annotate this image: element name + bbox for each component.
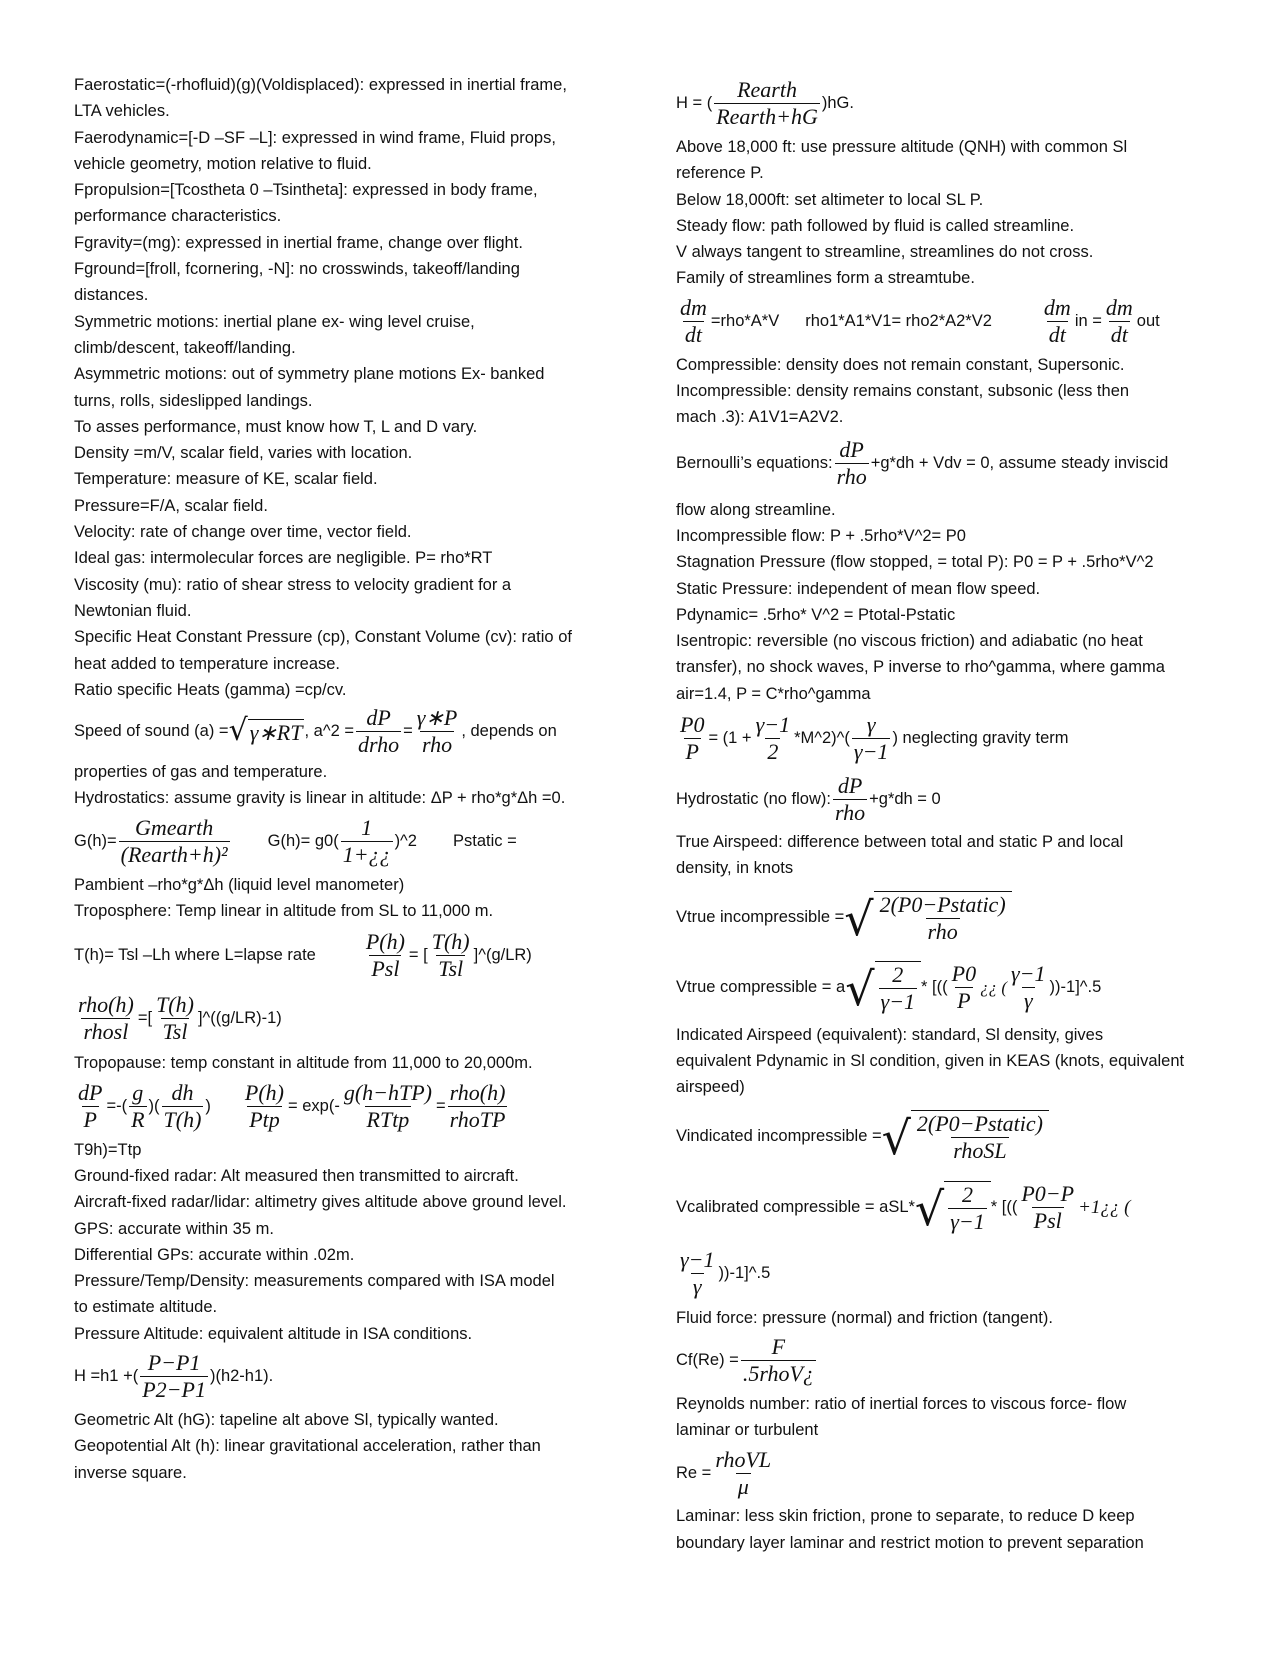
text-line: Reynolds number: ratio of inertial forces to viscous force- flow [676,1394,1127,1413]
eq-text: ) [205,1097,211,1116]
eq-text: Vcalibrated compressible = aSL* [676,1198,915,1217]
eq-text: Vtrue compressible = a [676,978,846,997]
text-line: Pressure=F/A, scalar field. [74,496,268,515]
text-line: Fgravity=(mg): expressed in inertial frame, change over flight. [74,233,523,252]
fraction [835,437,869,490]
eq-text: =-( [106,1097,128,1116]
denominator: μ [737,1473,749,1499]
eq-text: Pstatic = [452,832,517,851]
fraction [430,929,472,982]
fraction [879,962,918,1015]
fraction [1042,295,1073,348]
fraction [714,77,820,130]
eq-text: , a^2 = [304,721,354,740]
denominator: dt [1048,322,1066,348]
eq-text: = exp(- [288,1097,340,1116]
text-line: air=1.4, P = C*rho^gamma [676,684,871,703]
hydrostatic-equation [676,769,1216,829]
text-line: Fluid force: pressure (normal) and friction (tangent). [676,1308,1053,1327]
fraction [415,705,460,758]
left-column [74,72,614,1486]
denominator: rhoTP [449,1107,506,1133]
sqrt-term: √ $\frac{2}{\gamma-1}$ [915,1181,991,1235]
text-line: Specific Heat Constant Pressure (cp), Constant Volume (cv): ratio of [74,628,572,647]
eq-text: G(h)= [74,832,117,851]
denominator: rhosl [83,1018,129,1044]
tropopause-equation [74,1077,614,1137]
fraction [852,712,891,765]
eq-text: Hydrostatic (no flow): [676,789,831,808]
text-line: Pressure Altitude: equivalent altitude in ISA conditions. [74,1324,473,1343]
numerator: 2 [961,1181,973,1207]
numerator: Gmearth [135,815,214,841]
text-line: performance characteristics. [74,207,282,226]
eq-text: rho1*A1*V1= rho2*A2*V2 [805,312,992,331]
numerator: T(h) [431,928,470,954]
vcalibrated-continuation [676,1243,1216,1305]
text-line: To asses performance, must know how T, L and D vary. [74,417,478,436]
eq-text: , depends on [461,721,557,740]
geometric-altitude-equation [676,72,1216,134]
pressure-altitude-equation [74,1347,614,1407]
numerator: T(h) [156,991,194,1017]
eq-text: )(h2-h1). [209,1367,274,1386]
denominator: .5rhoV¿ [742,1361,814,1387]
text-line: Symmetric motions: inertial plane ex- wing level cruise, [74,312,475,331]
fraction [243,1080,286,1133]
text-line: Above 18,000 ft: use pressure altitude (QNH) with common Sl [676,138,1128,156]
eq-text: H =h1 +( [74,1367,139,1386]
text-line: Ideal gas: intermolecular forces are negligible. P= rho*RT [74,549,493,568]
text-line: Static Pressure: independent of mean flow speed. [676,579,1041,598]
text-line: Indicated Airspeed (equivalent): standard, Sl density, gives [676,1025,1104,1044]
denominator: Psl [371,955,400,981]
denominator: Ptp [249,1107,280,1133]
text-line: Pressure/Temp/Density: measurements compared with ISA model [74,1272,555,1291]
text-line: Viscosity (mu): ratio of shear stress to velocity gradient for a [74,575,512,594]
eq-text: * [(( [921,978,948,997]
eq-text: = [436,1097,446,1116]
numerator: P0 [951,961,977,987]
denominator: γ [1023,988,1033,1014]
text-line: LTA vehicles. [74,102,170,121]
fraction [140,1350,208,1403]
text-line: Ratio specific Heats (gamma) =cp/cv. [74,680,347,699]
text-line: Velocity: rate of change over time, vector field. [74,523,412,542]
numerator: rhoVL [715,1446,772,1472]
fraction [356,705,401,758]
numerator: 2(P0−Pstatic) [916,1110,1043,1136]
text-line: turns, rolls, sideslipped landings. [74,391,313,410]
fraction [1009,961,1048,1014]
density-ratio-equation [74,986,614,1050]
numerator: dP [839,437,864,463]
fraction [119,815,230,868]
right-text-block-e [676,1022,1216,1101]
eq-text: H = ( [676,93,713,112]
text-line: Density =m/V, scalar field, varies with location. [74,444,413,463]
eq-text: Bernoulli’s equations: [676,454,833,473]
text-line: Differential GPs: accurate within .02m. [74,1245,355,1264]
numerator: g(h−hTP) [343,1080,432,1106]
eq-text: out [1136,312,1160,331]
numerator: dm [1043,295,1071,321]
text-line: Family of streamlines form a streamtube. [676,269,975,288]
denominator: rho [834,799,866,825]
numerator: dm [680,295,707,321]
sqrt-term: √ $\frac{\text{2(P0−Pstatic)}}{\text{rho}}$ [844,891,1011,945]
text-line: Faerodynamic=[-D –SF –L]: expressed in wind frame, Fluid props, [74,128,556,147]
eq-text: ))-1]^.5 [718,1264,771,1283]
eq-text: Re = [676,1463,712,1482]
denominator: P [957,988,971,1014]
numerator: P0−P [1021,1181,1075,1207]
skin-friction-equation [676,1331,1216,1391]
text-line: equivalent Pdynamic in Sl condition, given in KEAS (knots, equivalent [676,1051,1185,1070]
text-line: Geometric Alt (hG): tapeline alt above Sl, typically wanted. [74,1410,499,1429]
vtrue-incompressible-equation [676,882,1216,954]
text-line: Fground=[froll, fcornering, -N]: no crosswinds, takeoff/landing [74,260,520,279]
fraction [129,1080,146,1133]
sqrt-term: √ $\frac{2}{\gamma-1}$ [845,961,921,1015]
left-text-block-d [74,1137,614,1347]
fraction [741,1334,816,1387]
right-column [676,72,1216,1556]
denominator: γ−1 [880,988,916,1014]
fraction [1019,1181,1076,1234]
text-line: Faerostatic=(-rhofluid)(g)(Voldisplaced): expressed in inertial frame, [74,76,567,94]
numerator: γ−1 [755,711,791,737]
right-text-block-a [676,134,1216,292]
right-text-block-c [676,497,1216,707]
right-text-block-f [676,1391,1216,1444]
left-text-block-a [74,72,614,703]
fraction [713,1447,773,1500]
text-line: heat added to temperature increase. [74,654,341,673]
denominator: drho [357,731,400,757]
eq-text: +g*dh = 0 [869,789,941,808]
fraction [754,712,793,765]
sqrt-term: √ $\frac{\text{2(P0−Pstatic)}}{\text{rhoSL}}$ [882,1110,1049,1164]
sqrt-term: √ γ∗RT [228,713,303,749]
eq-text: ]^((g/LR)-1) [197,1008,282,1027]
left-text-block-c [74,872,614,925]
text-line: properties of gas and temperature. [74,763,328,782]
text-line: flow along streamline. [676,500,836,519]
denominator: 1+¿¿ [342,842,391,868]
numerator: dP [837,772,863,798]
text-line: Geopotential Alt (h): linear gravitational acceleration, rather than [74,1437,541,1456]
denominator: γ−1 [853,738,889,764]
denominator: 2 [767,738,779,764]
fraction [76,992,136,1045]
numerator: γ−1 [680,1247,715,1273]
fraction [1104,295,1135,348]
text-line: reference P. [676,164,764,183]
text-line: inverse square. [74,1463,187,1482]
text-line: climb/descent, takeoff/landing. [74,338,296,357]
numerator: 2 [892,961,904,987]
text-line: Tropopause: temp constant in altitude from 11,000 to 20,000m. [74,1054,533,1073]
eq-text: )hG. [821,93,854,112]
eq-text: Speed of sound (a) = [74,721,229,740]
text-line: True Airspeed: difference between total and static P and local [676,833,1124,852]
numerator: P−P1 [147,1350,201,1376]
eq-text: * [(( [990,1198,1018,1217]
fraction [878,892,1008,945]
text-line: Hydrostatics: assume gravity is linear in altitude: ΔP + rho*g*Δh =0. [74,789,566,808]
text-line: Compressible: density does not remain constant, Supersonic. [676,355,1125,374]
eq-text: )( [148,1097,160,1116]
text-line: Steady flow: path followed by fluid is called streamline. [676,216,1075,235]
eq-text: +1¿¿ ( [1078,1196,1131,1218]
denominator: γ−1 [950,1208,985,1234]
denominator: Tsl [438,955,464,981]
eq-text: =[ [137,1008,153,1027]
fraction [162,1080,204,1133]
denominator: P [83,1107,97,1133]
numerator: dP [366,704,391,730]
left-text-block-b [74,759,614,812]
eq-text: ¿¿ ( [980,977,1008,997]
fraction [678,712,706,765]
text-line: Asymmetric motions: out of symmetry plane motions Ex- banked [74,365,545,384]
text-line: Ground-fixed radar: Alt measured then transmitted to aircraft. [74,1166,519,1185]
denominator: P [685,738,699,764]
text-line: Newtonian fluid. [74,601,192,620]
text-line: GPS: accurate within 35 m. [74,1219,274,1238]
fraction [915,1111,1045,1164]
text-line: Stagnation Pressure (flow stopped, = total P): P0 = P + .5rho*V^2 [676,553,1154,572]
eq-text: ))-1]^.5 [1049,978,1102,997]
text-line: Aircraft-fixed radar/lidar: altimetry gives altitude above ground level. [74,1193,567,1212]
fraction [341,815,393,868]
denominator: rho [421,731,453,757]
text-line: laminar or turbulent [676,1421,819,1440]
eq-text: Vtrue incompressible = [676,908,845,927]
denominator: Psl [1033,1208,1062,1234]
text-line: boundary layer laminar and restrict motion to prevent separation [676,1533,1144,1552]
text-line: to estimate altitude. [74,1298,218,1317]
sqrt-body: γ∗RT [249,720,303,746]
bernoulli-equation [676,431,1216,497]
eq-text: ) neglecting gravity term [892,728,1069,747]
fraction [154,992,196,1045]
text-line: vehicle geometry, motion relative to fluid. [74,154,372,173]
denominator: rho [927,918,958,944]
text-line: V always tangent to streamline, streamlines do not cross. [676,243,1094,262]
eq-text: G(h)= g0( [267,832,339,851]
eq-text: = [403,721,413,740]
fraction [950,961,978,1014]
text-line: Below 18,000ft: set altimeter to local SL P. [676,190,984,209]
eq-text: in = [1074,312,1102,331]
numerator: dm [1105,295,1133,321]
isentropic-equation [676,707,1216,769]
right-text-block-b [676,352,1216,431]
eq-text: = (1 + [708,728,752,747]
numerator: g [132,1080,144,1106]
text-line: density, in knots [676,859,794,878]
fraction [833,773,867,826]
denominator: T(h) [163,1107,202,1133]
mass-flow-equation [676,292,1216,352]
numerator: rho(h) [78,991,134,1017]
speed-of-sound-equation [74,703,614,759]
numerator: Rearth [737,76,797,102]
eq-text: )^2 [394,832,417,851]
reynolds-number-equation [676,1443,1216,1503]
text-line: Fpropulsion=[Tcostheta 0 –Tsintheta]: expressed in body frame, [74,181,538,200]
fraction [364,929,407,982]
temperature-equation [74,924,614,986]
numerator: dP [78,1080,103,1106]
denominator: R [131,1107,145,1133]
numerator: 2(P0−Pstatic) [879,891,1006,917]
denominator: RTtp [366,1107,410,1133]
fraction [342,1080,434,1133]
text-line: mach .3): A1V1=A2V2. [676,408,844,427]
numerator: P(h) [365,928,405,954]
denominator: (Rearth+h)² [120,842,228,868]
eq-text: T(h)= Tsl –Lh where L=lapse rate [74,945,316,964]
fraction [678,295,709,348]
numerator: F [771,1334,786,1360]
eq-text: Vindicated incompressible = [676,1127,882,1146]
eq-text: Cf(Re) = [676,1351,739,1370]
eq-text: = [ [408,945,428,964]
numerator: γ−1 [1011,961,1046,987]
text-line: Laminar: less skin friction, prone to separate, to reduce D keep [676,1507,1135,1526]
denominator: dt [1110,322,1128,348]
text-line: transfer), no shock waves, P inverse to rho^gamma, where gamma [676,658,1165,677]
right-text-block-d [676,829,1216,882]
denominator: γ [692,1274,702,1300]
right-text-block-g [676,1503,1216,1556]
text-line: Pambient –rho*g*Δh (liquid level manometer) [74,875,405,894]
text-line: T9h)=Ttp [74,1140,142,1159]
numerator: P0 [680,711,705,737]
eq-text: *M^2)^( [794,728,850,747]
eq-text: +g*dh + Vdv = 0, assume steady inviscid [870,454,1169,473]
denominator: rhoSL [953,1137,1007,1163]
fraction [76,1080,104,1133]
left-text-block-e [74,1407,614,1486]
eq-text: ]^(g/LR) [473,945,532,964]
fraction [678,1247,717,1300]
numerator: γ∗P [416,704,458,730]
numerator: γ [866,711,876,737]
fraction [948,1182,987,1235]
text-line: Pdynamic= .5rho* V^2 = Ptotal-Pstatic [676,605,956,624]
text-line: distances. [74,286,149,305]
denominator: Rearth+hG [716,103,818,129]
vcalibrated-compressible-equation [676,1173,1216,1243]
text-line: Temperature: measure of KE, scalar field. [74,470,378,489]
text-line: Isentropic: reversible (no viscous friction) and adiabatic (no heat [676,632,1143,651]
eq-text: =rho*A*V [710,312,780,331]
denominator: rho [836,464,867,490]
numerator: rho(h) [449,1080,506,1106]
denominator: P2−P1 [142,1377,206,1403]
text-line: airspeed) [676,1078,745,1097]
denominator: Tsl [162,1018,188,1044]
vindicated-incompressible-equation [676,1101,1216,1173]
denominator: dt [684,322,702,348]
gravity-equation [74,812,614,872]
numerator: P(h) [244,1080,285,1106]
vtrue-compressible-equation [676,954,1216,1022]
fraction [448,1080,508,1133]
text-line: Troposphere: Temp linear in altitude from SL to 11,000 m. [74,902,494,921]
numerator: 1 [361,815,373,841]
text-line: Incompressible: density remains constant, subsonic (less then [676,382,1130,401]
text-line: Incompressible flow: P + .5rho*V^2= P0 [676,526,966,545]
numerator: dh [171,1080,194,1106]
